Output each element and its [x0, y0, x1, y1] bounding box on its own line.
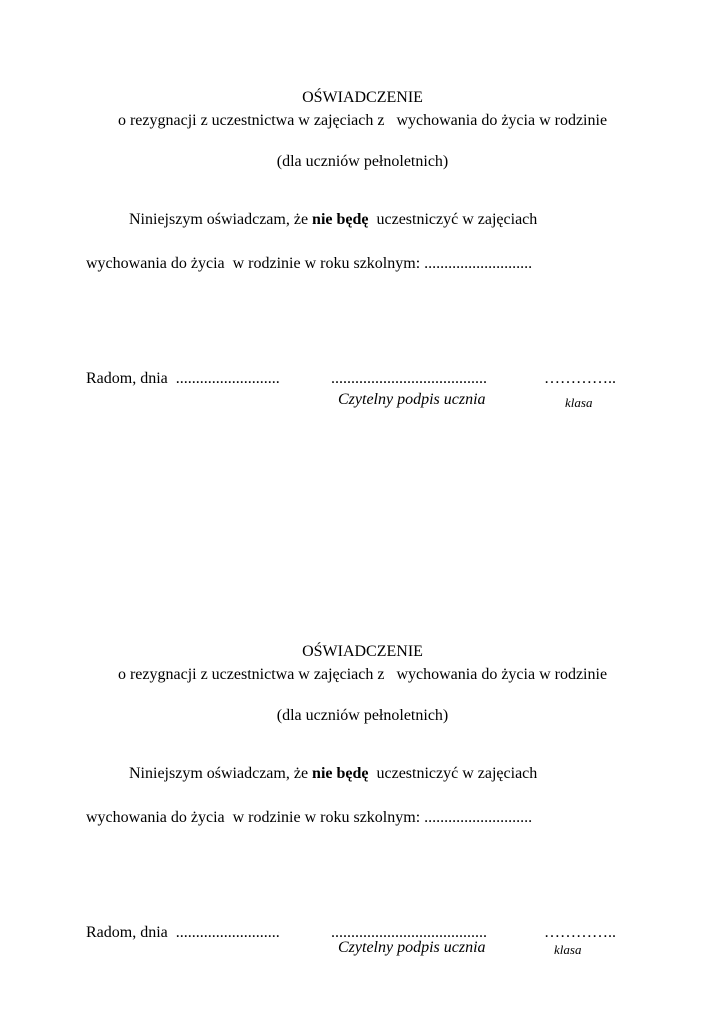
- statement-line-1: [129, 764, 537, 784]
- declaration-subtitle: o rezygnacji z uczestnictwa w zajęciach z wychowania do życia w rodzinie: [117, 666, 608, 683]
- statement-bold: nie będę: [312, 765, 369, 782]
- signature-label: Czytelny podpis ucznia: [338, 391, 486, 408]
- declaration-title: OŚWIADCZENIE: [302, 89, 423, 106]
- signature-field: .......................................: [331, 370, 487, 387]
- signature-field: .......................................: [331, 924, 487, 941]
- statement-line-1: [129, 210, 537, 230]
- statement-end: uczestniczyć w zajęciach: [368, 765, 538, 782]
- statement-start: Niniejszym oświadczam, że: [129, 211, 313, 228]
- statement-line-2: wychowania do życia w rodzinie w roku szkolnym: ...........................: [86, 809, 533, 826]
- class-field: …………..: [544, 924, 616, 941]
- class-field: …………..: [544, 370, 616, 387]
- statement-start: Niniejszym oświadczam, że: [129, 765, 313, 782]
- class-label: klasa: [565, 395, 593, 410]
- declaration-title: OŚWIADCZENIE: [302, 643, 423, 660]
- declaration-audience: (dla uczniów pełnoletnich): [276, 153, 449, 170]
- declaration-subtitle: o rezygnacji z uczestnictwa w zajęciach z wychowania do życia w rodzinie: [117, 112, 608, 129]
- signature-label: Czytelny podpis ucznia: [338, 939, 486, 956]
- declaration-form-2: [0, 554, 725, 994]
- place-date-field: Radom, dnia ..........................: [86, 924, 280, 941]
- class-label: klasa: [554, 942, 582, 957]
- statement-bold: nie będę: [312, 211, 369, 228]
- declaration-form-1: [0, 0, 725, 440]
- statement-end: uczestniczyć w zajęciach: [368, 211, 538, 228]
- place-date-field: Radom, dnia ..........................: [86, 370, 280, 387]
- declaration-audience: (dla uczniów pełnoletnich): [276, 707, 449, 724]
- statement-line-2: wychowania do życia w rodzinie w roku szkolnym: ...........................: [86, 255, 533, 272]
